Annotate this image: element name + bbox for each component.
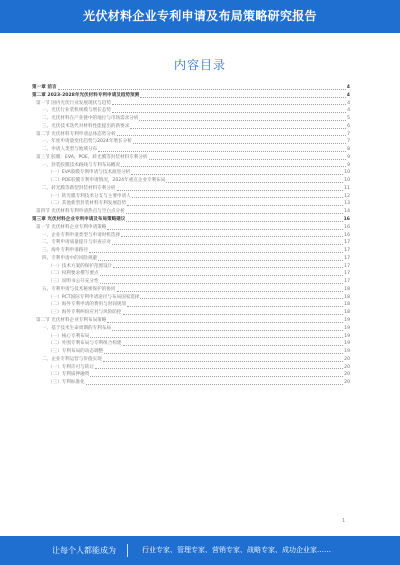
toc-entry-page: 20: [344, 380, 350, 386]
toc-entry-text: 第一节 光伏材料企业专利申请策略: [36, 224, 107, 230]
toc-entry[interactable]: [32, 270, 350, 278]
toc-entry[interactable]: [32, 333, 350, 341]
toc-leader-dots: [121, 236, 343, 237]
toc-entry-text: （二）海外专利申请的费用与时间规划: [48, 302, 127, 308]
toc-entry[interactable]: [32, 123, 350, 131]
toc-entry-page: 20: [344, 372, 350, 378]
toc-leader-dots: [126, 221, 342, 222]
page-number: 1: [342, 518, 346, 524]
toc-entry-page: 18: [344, 294, 350, 300]
toc-entry-page: 17: [344, 263, 350, 269]
toc-leader-dots: [117, 135, 347, 136]
toc-entry[interactable]: [32, 216, 350, 224]
toc-leader-dots: [133, 143, 346, 144]
toc-entry-page: 19: [344, 325, 350, 331]
toc-leader-dots: [127, 306, 343, 307]
toc-leader-dots: [112, 112, 346, 113]
toc-leader-dots: [113, 267, 343, 268]
toc-leader-dots: [103, 361, 343, 362]
toc-entry-text: 第四节 光伏材料专利申请热点与空白点分析: [36, 209, 125, 215]
toc-entry-text: （三）专利布局的动态调整: [48, 349, 104, 355]
toc-entry[interactable]: [32, 278, 350, 286]
toc-entry-page: 4: [347, 108, 350, 114]
toc-entry[interactable]: [32, 146, 350, 154]
toc-leader-dots: [121, 166, 346, 167]
toc-entry-text: 二、专利申请质量提升与审查应对: [42, 240, 111, 246]
toc-entry[interactable]: [32, 92, 350, 100]
toc-leader-dots: [123, 345, 344, 346]
toc-entry[interactable]: [32, 301, 350, 309]
toc-entry-text: 三、海外专利申请路径: [42, 248, 88, 254]
toc-entry[interactable]: [32, 294, 350, 302]
toc-entry-text: 二、企业专利运营与价值实现: [42, 356, 102, 362]
toc-leader-dots: [90, 337, 343, 338]
toc-entry[interactable]: [32, 364, 350, 372]
toc-entry-text: 二、光伏材料在产业链中的地位与市场需求分析: [42, 116, 139, 122]
toc-entry-text: （一）PCT国际专利申请途径与布局国家选择: [48, 294, 140, 300]
toc-entry-page: 18: [344, 302, 350, 308]
toc-leader-dots: [95, 368, 343, 369]
toc-entry-page: 7: [347, 139, 350, 145]
toc-entry[interactable]: [32, 232, 350, 240]
toc-entry-text: （二）其他新型封装材料专利发展趋势: [48, 201, 127, 207]
toc-entry-page: 18: [344, 310, 350, 316]
footer-slogan: 让每个人都能成为: [52, 546, 116, 555]
toc-heading: 内容目录: [173, 58, 226, 72]
toc-entry-text: 第二节 光伏材料企业专利布局策略: [36, 317, 107, 323]
toc-entry-text: 一、封装胶膜技术路线与专利布局概况: [42, 162, 121, 168]
toc-leader-dots: [166, 182, 343, 183]
toc-entry-page: 17: [344, 271, 350, 277]
toc-entry-text: 第三节 胶膜：EVA、POE、转光膜等封装材料专利分析: [36, 154, 148, 160]
toc-entry-text: 五、专利申请与技术秘密保护的协同: [42, 286, 116, 292]
toc-leader-dots: [140, 97, 346, 98]
toc-leader-dots: [58, 89, 346, 90]
toc-entry[interactable]: [32, 255, 350, 263]
toc-entry[interactable]: [32, 325, 350, 333]
toc-entry[interactable]: [32, 348, 350, 356]
toc-leader-dots: [107, 322, 343, 323]
toc-entry[interactable]: [32, 263, 350, 271]
toc-entry[interactable]: [32, 162, 350, 170]
toc-entry-text: （二）专利质押融资: [48, 372, 90, 378]
toc-leader-dots: [132, 197, 343, 198]
toc-leader-dots: [86, 384, 343, 385]
report-title: 光伏材料企业专利申请及布局策略研究报告: [83, 9, 317, 23]
toc-entry-text: 第一节 国内光伏行业发展现状与趋势: [36, 100, 111, 106]
toc-leader-dots: [112, 104, 346, 105]
toc-entry-text: 一、基于技术生命周期的专利布局: [42, 325, 111, 331]
toc-entry[interactable]: [32, 185, 350, 193]
toc-entry-page: 17: [344, 240, 350, 246]
toc-leader-dots: [140, 298, 343, 299]
toc-entry-text: 一、光伏行业装机规模与增长态势: [42, 108, 111, 114]
toc-entry-page: 14: [344, 209, 350, 215]
toc-entry-page: 11: [344, 185, 350, 191]
toc-entry-page: 19: [344, 341, 350, 347]
toc-entry[interactable]: [32, 224, 350, 232]
toc-leader-dots: [130, 128, 346, 129]
toc-leader-dots: [127, 205, 343, 206]
toc-entry-page: 19: [344, 349, 350, 355]
toc-entry-text: （一）专利许可与转让: [48, 364, 94, 370]
toc-entry-page: 4: [346, 85, 350, 90]
toc-entry-page: 18: [344, 286, 350, 292]
toc-entry-page: 17: [344, 279, 350, 285]
toc-entry[interactable]: [32, 131, 350, 139]
toc-entry-text: （三）说明书公开充分性: [48, 279, 99, 285]
toc-entry[interactable]: [32, 356, 350, 364]
toc-entry-page: 12: [344, 193, 350, 199]
toc-entry-text: （一）技术方案的保护范围设计: [48, 263, 113, 269]
toc-entry-page: 4: [347, 100, 350, 106]
toc-entry[interactable]: [32, 317, 350, 325]
toc-entry[interactable]: [32, 286, 350, 294]
toc-entry[interactable]: [32, 107, 350, 115]
toc-entry-text: 三、光伏技术迭代对材料性能提出的新要求: [42, 123, 130, 129]
report-header-bar: [0, 0, 400, 33]
toc-entry[interactable]: [32, 379, 350, 387]
toc-entry-page: 19: [344, 333, 350, 339]
toc-entry-text: 一、企业专利申请类型与申请时机选择: [42, 232, 121, 238]
toc-entry-page: 16: [343, 217, 350, 223]
footer-divider: [127, 544, 128, 557]
toc-entry-page: 17: [344, 255, 350, 261]
toc-entry-text: （二）权利要求撰写要点: [48, 271, 99, 277]
toc-leader-dots: [139, 120, 346, 121]
toc-entry-page: 5: [347, 116, 350, 122]
toc-entry[interactable]: [32, 138, 350, 146]
toc-leader-dots: [104, 353, 343, 354]
toc-leader-dots: [98, 151, 346, 152]
toc-entry-text: 第三章 光伏材料企业专利申请及布局策略建议: [32, 217, 126, 223]
toc-entry[interactable]: [32, 371, 350, 379]
toc-entry-text: （三）海外专利纠纷应对与风险防控: [48, 310, 122, 316]
toc-entry[interactable]: [32, 115, 350, 123]
toc-entry-page: 20: [344, 356, 350, 362]
toc-entry[interactable]: [32, 100, 350, 108]
toc-leader-dots: [90, 376, 343, 377]
toc-entry-text: 二、转光膜等新型封装材料专利分析: [42, 185, 116, 191]
toc-leader-dots: [98, 260, 343, 261]
table-of-contents: [32, 84, 350, 387]
toc-entry[interactable]: [32, 208, 350, 216]
toc-leader-dots: [112, 244, 343, 245]
toc-leader-dots: [100, 275, 344, 276]
toc-entry-page: 19: [344, 317, 350, 323]
toc-leader-dots: [112, 330, 343, 331]
footer-tagline: 行业专家、管理专家、营销专家、战略专家、成功企业家……: [142, 546, 331, 554]
toc-leader-dots: [117, 190, 344, 191]
toc-entry[interactable]: [32, 200, 350, 208]
toc-entry-text: （一）EVA胶膜专利申请与技术演进分析: [48, 170, 131, 176]
toc-entry-page: 16: [344, 224, 350, 230]
toc-entry-page: 10: [344, 170, 350, 176]
toc-entry[interactable]: [32, 193, 350, 201]
toc-entry[interactable]: [32, 239, 350, 247]
toc-entry-text: 二、申请人类型与地域分布: [42, 147, 98, 153]
toc-leader-dots: [100, 283, 344, 284]
toc-entry-page: 8: [347, 147, 350, 153]
toc-entry-page: 20: [344, 364, 350, 370]
toc-entry-text: （二）外围专利布局与专利组合构建: [48, 341, 122, 347]
toc-leader-dots: [123, 314, 344, 315]
toc-entry-page: 13: [344, 201, 350, 207]
toc-leader-dots: [149, 159, 347, 160]
toc-entry-page: 9: [347, 162, 350, 168]
toc-entry-text: （二）POE胶膜专利申请情况，2024年重点企业专利布局: [48, 178, 166, 184]
toc-entry-text: （一）转光膜专利技术分支与主要申请人: [48, 193, 131, 199]
toc-entry-text: （一）核心专利布局: [48, 333, 90, 339]
toc-entry-text: 第二节 光伏材料专利申请总体态势分析: [36, 131, 116, 137]
toc-entry-page: 9: [347, 154, 350, 160]
toc-leader-dots: [131, 174, 343, 175]
toc-entry[interactable]: [32, 177, 350, 185]
toc-leader-dots: [107, 229, 343, 230]
toc-entry-page: 16: [344, 232, 350, 238]
toc-entry-text: 一、年度申请量变化趋势与2024年增长分析: [42, 139, 132, 145]
toc-leader-dots: [126, 213, 343, 214]
toc-entry-page: 10: [344, 178, 350, 184]
toc-entry[interactable]: [32, 154, 350, 162]
toc-entry[interactable]: [32, 309, 350, 317]
toc-entry-page: 4: [346, 92, 350, 98]
toc-entry[interactable]: [32, 247, 350, 255]
toc-leader-dots: [89, 252, 343, 253]
toc-entry-page: 17: [344, 248, 350, 254]
toc-leader-dots: [117, 291, 344, 292]
toc-entry-text: 四、专利申请中的风险规避: [42, 255, 98, 261]
toc-entry[interactable]: [32, 169, 350, 177]
toc-entry[interactable]: [32, 84, 350, 92]
toc-entry-text: 第二章 2023-2028年光伏材料专利申请及趋势预测: [32, 92, 140, 98]
toc-entry-page: 6: [347, 123, 350, 129]
toc-entry-text: 第一章 前言: [32, 85, 57, 90]
toc-entry[interactable]: [32, 340, 350, 348]
toc-entry-text: （三）专利标准化: [48, 380, 85, 386]
footer-bar: [0, 536, 400, 565]
toc-entry-page: 7: [347, 131, 350, 137]
